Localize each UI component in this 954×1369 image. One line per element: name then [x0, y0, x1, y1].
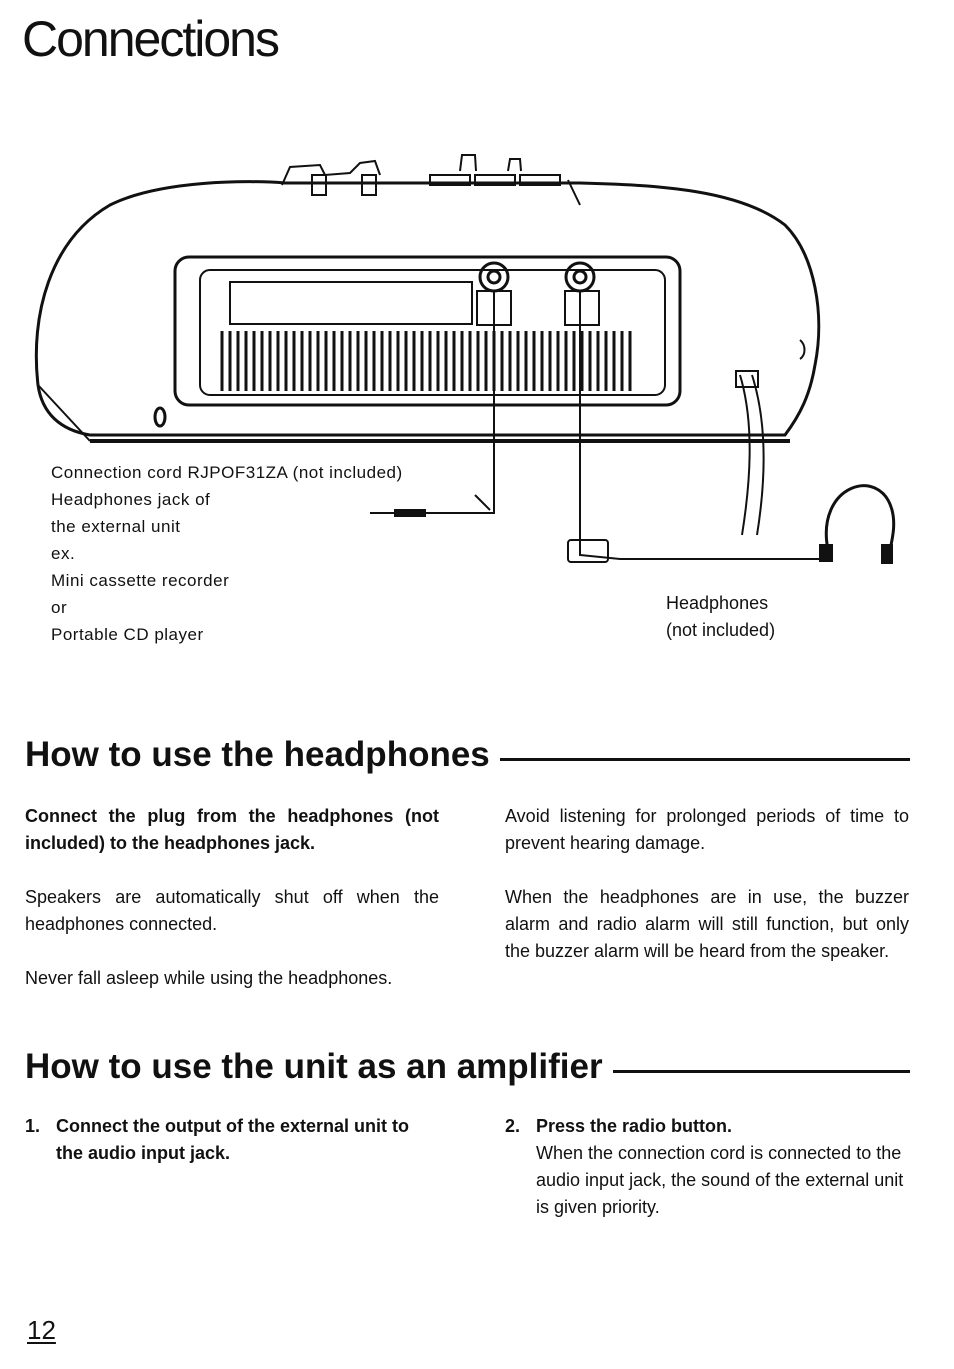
- callout-line: Mini cassette recorder: [51, 571, 230, 590]
- amplifier-step-1: [25, 1113, 439, 1167]
- heading-rule: [500, 758, 910, 761]
- headphones-callout: [666, 590, 775, 644]
- amplifier-step-2: [505, 1113, 910, 1221]
- connection-cord-callout: [51, 459, 403, 648]
- page-title: Connections: [22, 11, 278, 67]
- callout-line: Portable CD player: [51, 625, 204, 644]
- step-number: 2.: [505, 1116, 521, 1136]
- callout-line: or: [51, 598, 68, 617]
- callout-line: (not included): [666, 620, 776, 640]
- speaker-note: Speakers are automatically shut off when the headphones connected.: [25, 887, 439, 934]
- alarm-note: When the headphones are in use, the buzzer alarm and radio alarm will still function, but only the buzzer alarm will be heard from the speaker.: [505, 887, 909, 961]
- section-heading-text: How to use the headphones: [25, 735, 490, 774]
- headphones-section-heading: [25, 735, 910, 775]
- callout-line: ex.: [51, 544, 76, 563]
- callout-line: Connection cord RJPOF31ZA (not included): [51, 463, 403, 482]
- amplifier-section-heading: [25, 1047, 910, 1087]
- hearing-warning: Avoid listening for prolonged periods of time to prevent hearing damage.: [505, 806, 909, 853]
- page-number: 12: [27, 1315, 56, 1345]
- sleep-warning: Never fall asleep while using the headphones.: [25, 968, 393, 988]
- headphones-instruction: Connect the plug from the headphones (not included) to the headphones jack.: [25, 806, 439, 853]
- heading-rule: [613, 1070, 910, 1073]
- step-number: 1.: [25, 1116, 41, 1136]
- step-text: When the connection cord is connected to the audio input jack, the sound of the external unit is given priority.: [536, 1143, 904, 1217]
- step-title: Press the radio button.: [536, 1116, 733, 1136]
- callout-line: the external unit: [51, 517, 181, 536]
- section-heading-text: How to use the unit as an amplifier: [25, 1047, 603, 1086]
- callout-line: Headphones jack of: [51, 490, 211, 509]
- callout-line: Headphones: [666, 593, 769, 613]
- step-title: Connect the output of the external unit to the audio input jack.: [56, 1116, 409, 1163]
